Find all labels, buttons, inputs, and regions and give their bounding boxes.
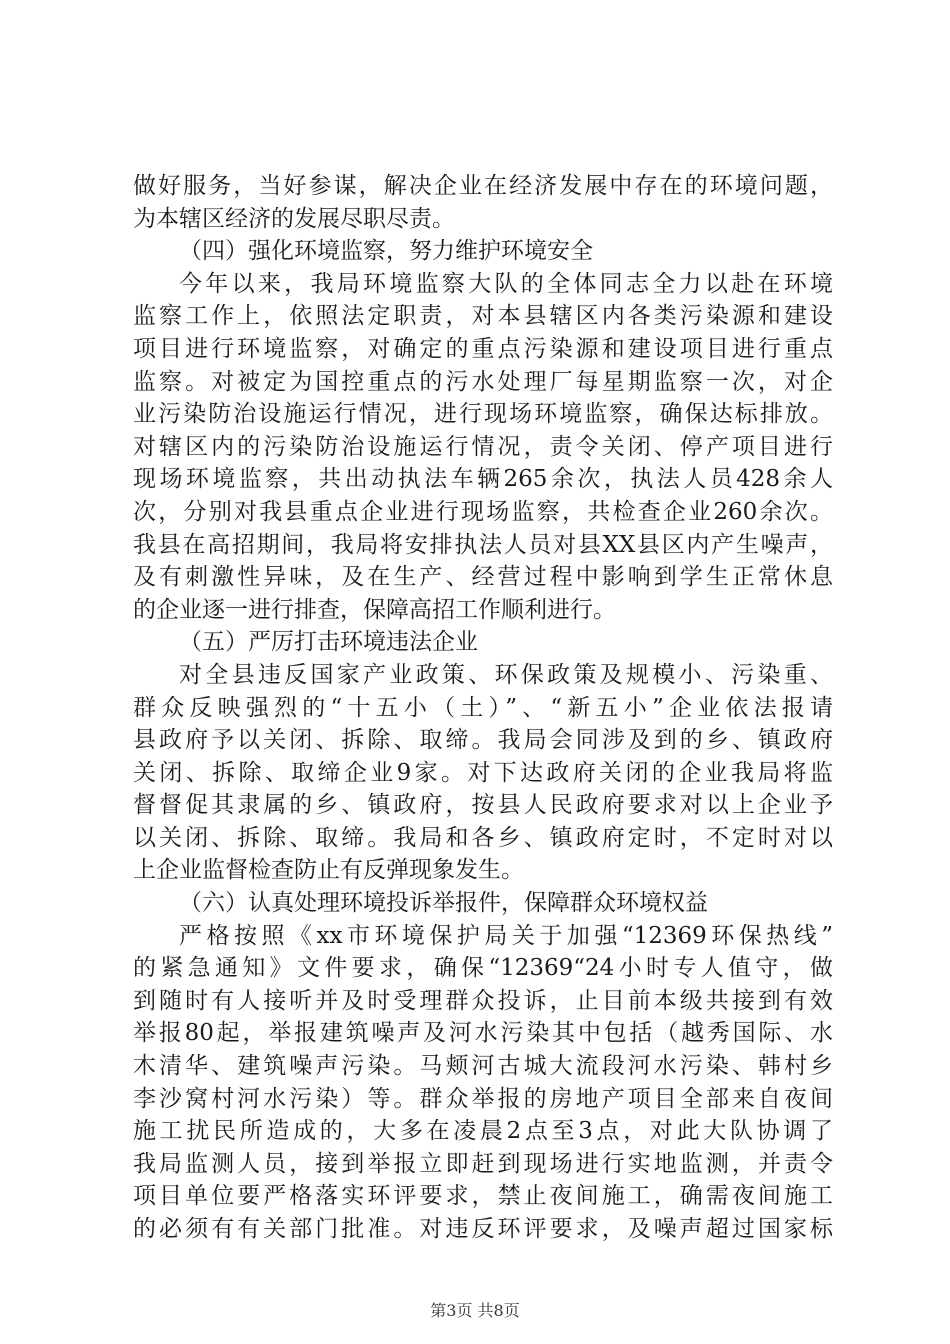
paragraph-line: 以关闭、拆除、取缔。我局和各乡、镇政府定时，不定时对以	[133, 824, 833, 851]
paragraph-line: 群众反映强烈的“十五小（土）”、“新五小”企业依法报请	[133, 694, 833, 721]
paragraph-line: 严格按照《xx市环境保护局关于加强“12369环保热线”	[179, 922, 833, 949]
paragraph-line: 现场环境监察，共出动执法车辆265余次，执法人员428余人	[133, 466, 833, 493]
paragraph-line: 到随时有人接听并及时受理群众投诉，止目前本级共接到有效	[133, 987, 833, 1014]
section-heading: （五）严厉打击环境违法企业	[179, 629, 478, 656]
paragraph-line: 对辖区内的污染防治设施运行情况，责令关闭、停产项目进行	[133, 433, 833, 460]
paragraph-line: 施工扰民所造成的，大多在凌晨2点至3点，对此大队协调了	[133, 1118, 833, 1145]
paragraph-line: 督督促其隶属的乡、镇政府，按县人民政府要求对以上企业予	[133, 792, 833, 819]
paragraph-line: 我县在高招期间，我局将安排执法人员对县XX县区内产生噪声，	[133, 531, 833, 558]
paragraph-line: 为本辖区经济的发展尽职尽责。	[133, 205, 455, 232]
page-footer: 第3页 共8页	[430, 1301, 520, 1320]
paragraph-line: 项目进行环境监察，对确定的重点污染源和建设项目进行重点	[133, 335, 833, 362]
paragraph-line: 次，分别对我县重点企业进行现场监察，共检查企业260余次。	[133, 498, 833, 525]
paragraph-line: 的必须有有关部门批准。对违反环评要求，及噪声超过国家标	[133, 1216, 833, 1242]
paragraph-line: 做好服务，当好参谋，解决企业在经济发展中存在的环境问题，	[133, 173, 833, 199]
paragraph-line: 的企业逐一进行排查，保障高招工作顺利进行。	[133, 596, 616, 623]
paragraph-line: 我局监测人员，接到举报立即赶到现场进行实地监测，并责令	[133, 1150, 833, 1177]
paragraph-line: 项目单位要严格落实环评要求，禁止夜间施工，确需夜间施工	[133, 1183, 833, 1210]
paragraph-line: 业污染防治设施运行情况，进行现场环境监察，确保达标排放。	[133, 401, 833, 428]
paragraph-line: 木清华、建筑噪声污染。马颊河古城大流段河水污染、韩村乡	[133, 1053, 833, 1080]
section-heading: （四）强化环境监察，努力维护环境安全	[179, 238, 593, 265]
paragraph-line: 监察。对被定为国控重点的污水处理厂每星期监察一次，对企	[133, 368, 833, 395]
paragraph-line: 关闭、拆除、取缔企业9家。对下达政府关闭的企业我局将监	[133, 759, 833, 786]
paragraph-line: 监察工作上，依照法定职责，对本县辖区内各类污染源和建设	[133, 303, 833, 330]
paragraph-line: 的紧急通知》文件要求，确保“12369“24小时专人值守，做	[133, 955, 833, 982]
section-heading: （六）认真处理环境投诉举报件，保障群众环境权益	[179, 890, 708, 917]
paragraph-line: 对全县违反国家产业政策、环保政策及规模小、污染重、	[179, 661, 833, 688]
paragraph-line: 及有刺激性异味，及在生产、经营过程中影响到学生正常休息	[133, 564, 833, 591]
paragraph-line: 县政府予以关闭、拆除、取缔。我局会同涉及到的乡、镇政府	[133, 727, 833, 754]
paragraph-line: 今年以来，我局环境监察大队的全体同志全力以赴在环境	[179, 270, 833, 297]
paragraph-line: 上企业监督检查防止有反弹现象发生。	[133, 857, 524, 884]
paragraph-line: 举报80起，举报建筑噪声及河水污染其中包括（越秀国际、水	[133, 1020, 833, 1047]
body-text	[133, 170, 833, 1246]
paragraph-line: 李沙窝村河水污染）等。群众举报的房地产项目全部来自夜间	[133, 1085, 833, 1112]
